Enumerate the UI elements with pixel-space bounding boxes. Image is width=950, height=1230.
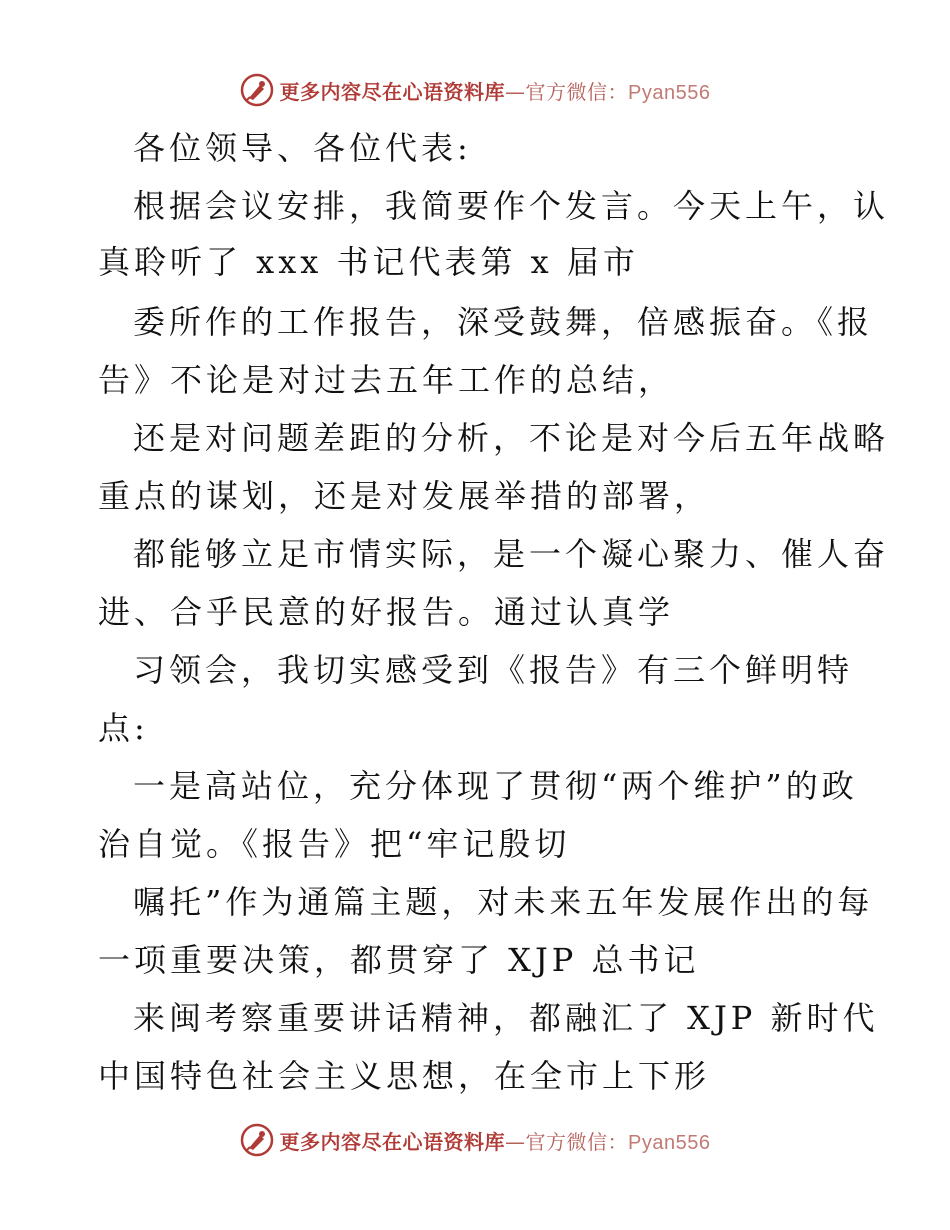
watermark-text: [280, 1126, 711, 1155]
body-line: 习领会，我切实感受到《报告》有三个鲜明特: [133, 651, 854, 689]
body-line: 来闽考察重要讲话精神，都融汇了 XJP 新时代: [133, 999, 879, 1037]
body-line: 一项重要决策，都贯穿了 XJP 总书记: [98, 941, 700, 979]
watermark-separator: —: [505, 79, 526, 104]
body-line: 中国特色社会主义思想，在全市上下形: [98, 1057, 711, 1095]
header-watermark: [0, 70, 950, 110]
body-line: 重点的谋划，还是对发展举措的部署，: [98, 477, 711, 515]
body-line: 都能够立足市情实际，是一个凝心聚力、催人奋: [133, 535, 890, 573]
pen-nib-logo-icon: [240, 1123, 274, 1157]
body-line: 一是高站位，充分体现了贯彻“两个维护”的政: [133, 767, 858, 805]
footer-watermark: [0, 1120, 950, 1160]
watermark-label: 官方微信：: [525, 79, 629, 104]
body-line: 点:: [98, 709, 149, 747]
body-line: 根据会议安排，我简要作个发言。今天上午，认: [133, 187, 890, 225]
body-line: 嘱托”作为通篇主题，对未来五年发展作出的每: [133, 883, 874, 921]
watermark-handle: Pyan556: [628, 81, 711, 104]
watermark-handle: Pyan556: [628, 1131, 711, 1154]
body-line: 还是对问题差距的分析，不论是对今后五年战略: [133, 419, 890, 457]
watermark-label: 官方微信：: [525, 1129, 629, 1154]
body-line: 委所作的工作报告，深受鼓舞，倍感振奋。《报: [133, 303, 874, 341]
body-line: 治自觉。《报告》把“牢记殷切: [98, 825, 571, 863]
watermark-text: [280, 76, 711, 105]
body-line: 告》不论是对过去五年工作的总结，: [98, 361, 675, 399]
pen-nib-logo-icon: [240, 73, 274, 107]
body-line: 进、合乎民意的好报告。通过认真学: [98, 593, 675, 631]
watermark-brand: 更多内容尽在心语资料库: [279, 79, 506, 104]
watermark-separator: —: [505, 1129, 526, 1154]
body-line: 各位领导、各位代表:: [133, 129, 472, 167]
watermark-brand: 更多内容尽在心语资料库: [279, 1129, 506, 1154]
body-line: 真聆听了 xxx 书记代表第 x 届市: [98, 243, 639, 281]
